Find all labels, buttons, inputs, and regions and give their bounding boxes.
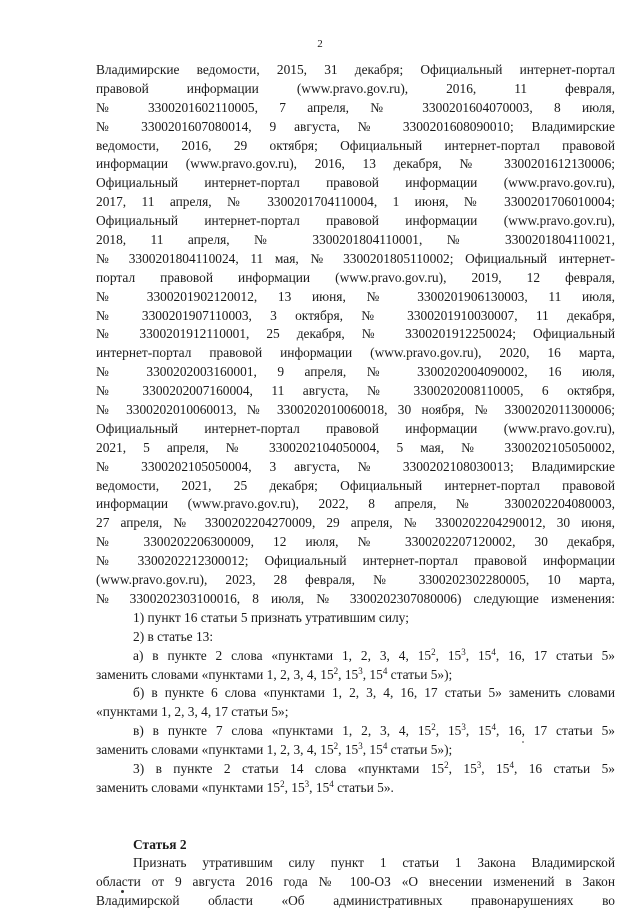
text-line: № 3300202007160004, 11 августа, № 3300202008110005, 6 октября, <box>96 383 615 399</box>
article-2-heading: Статья 2 <box>133 836 187 852</box>
item-3-line2: заменить словами «пунктами $15^2$, $15^3$, $15^4$ статьи 5». <box>96 778 394 795</box>
text-line: 2017, 11 апреля, № 3300201704110004, 1 июня, № 3300201706010004; <box>96 194 615 210</box>
text-line: Официальный интернет-портал правовой информации (www.pravo.gov.ru), <box>96 213 615 229</box>
text-line: портал правовой информации (www.pravo.gov.ru), 2019, 12 февраля, <box>96 269 615 285</box>
item-2b-line1: б) в пункте 6 слова «пунктами 1, 2, 3, 4, 16, 17 статьи 5» заменить словами <box>133 685 615 701</box>
text-line: № 3300201907110003, 3 октября, № 3300201910030007, 11 декабря, <box>96 307 615 323</box>
text-line: № 3300202212300012; Официальный интернет-портал правовой информации <box>96 553 615 569</box>
text-line: Официальный интернет-портал правовой информации (www.pravo.gov.ru), <box>96 175 615 191</box>
text-line: ведомости, 2016, 29 октября; Официальный интернет-портал правовой <box>96 137 615 153</box>
text-line: № 3300201607080014, 9 августа, № 3300201608090010; Владимирские <box>96 118 615 134</box>
article-2-line: Владимирской области «Об административных правонарушениях во <box>96 893 615 909</box>
text-line: интернет-портал правовой информации (www.pravo.gov.ru), 2020, 16 марта, <box>96 345 615 361</box>
scan-speck <box>121 890 124 893</box>
text-line: № 3300201902120012, 13 июня, № 3300201906130003, 11 июля, <box>96 288 615 304</box>
item-2v-line2: заменить словами «пунктами 1, 2, 3, 4, $15^2$, $15^3$, $15^4$ статьи 5»); <box>96 741 453 758</box>
text-line: № 3300202303100016, 8 июля, № 3300202307080006) следующие изменения: <box>96 590 615 606</box>
text-line: 27 апреля, № 3300202204270009, 29 апреля, № 3300202204290012, 30 июня, <box>96 515 615 531</box>
text-line: № 3300202010060013, № 3300202010060018, 30 ноября, № 3300202011300006; <box>96 402 615 418</box>
article-2-line: области от 9 августа 2016 года № 100-ОЗ «О внесении изменений в Закон <box>96 874 615 890</box>
scan-speck <box>522 741 524 743</box>
item-2: 2) в статье 13: <box>133 628 214 644</box>
text-line: № 3300202003160001, 9 апреля, № 3300202004090002, 16 июля, <box>96 364 615 380</box>
text-line: ведомости, 2021, 25 декабря; Официальный интернет-портал правовой <box>96 477 615 493</box>
item-2a-line1: а) в пункте 2 слова «пунктами 1, 2, 3, 4, $15^2$, $15^3$, $15^4$, 16, 17 статьи 5» <box>133 646 615 663</box>
text-line: № 3300201602110005, 7 апреля, № 3300201604070003, 8 июля, <box>96 99 615 115</box>
text-line: 2021, 5 апреля, № 3300202104050004, 5 мая, № 3300202105050002, <box>96 439 615 455</box>
item-2a-line2: заменить словами «пунктами 1, 2, 3, 4, $15^2$, $15^3$, $15^4$ статьи 5»); <box>96 665 453 682</box>
text-line: (www.pravo.gov.ru), 2023, 28 февраля, № 3300202302280005, 10 марта, <box>96 572 615 588</box>
page-number: 2 <box>317 38 323 50</box>
text-line: информации (www.pravo.gov.ru), 2022, 8 апреля, № 3300202204080003, <box>96 496 615 512</box>
text-line: № 3300202105050004, 3 августа, № 3300202108030013; Владимирские <box>96 458 615 474</box>
item-2b-line2: «пунктами 1, 2, 3, 4, 17 статьи 5»; <box>96 704 289 720</box>
document-body <box>96 61 615 911</box>
text-line: № 3300202206300009, 12 июля, № 3300202207120002, 30 декабря, <box>96 534 615 550</box>
text-line: № 3300201912110001, 25 декабря, № 3300201912250024; Официальный <box>96 326 615 342</box>
item-2v-line1: в) в пункте 7 слова «пунктами 1, 2, 3, 4, $15^2$, $15^3$, $15^4$, 16, 17 статьи 5» <box>133 722 615 739</box>
text-line: информации (www.pravo.gov.ru), 2016, 13 декабря, № 3300201612130006; <box>96 156 615 172</box>
text-line: № 3300201804110024, 11 мая, № 3300201805110002; Официальный интернет- <box>96 250 615 266</box>
text-line: правовой информации (www.pravo.gov.ru), 2016, 11 февраля, <box>96 80 615 96</box>
text-line: 2018, 11 апреля, № 3300201804110001, № 3300201804110021, <box>96 232 615 248</box>
article-2-line: Признать утратившим силу пункт 1 статьи 1 Закона Владимирской <box>133 855 615 871</box>
text-line: Владимирские ведомости, 2015, 31 декабря; Официальный интернет-портал <box>96 62 615 77</box>
text-line: Официальный интернет-портал правовой информации (www.pravo.gov.ru), <box>96 420 615 436</box>
item-3-line1: 3) в пункте 2 статьи 14 слова «пунктами $15^2$, $15^3$, $15^4$, 16 статьи 5» <box>133 759 615 776</box>
item-1: 1) пункт 16 статьи 5 признать утратившим силу; <box>133 609 409 625</box>
